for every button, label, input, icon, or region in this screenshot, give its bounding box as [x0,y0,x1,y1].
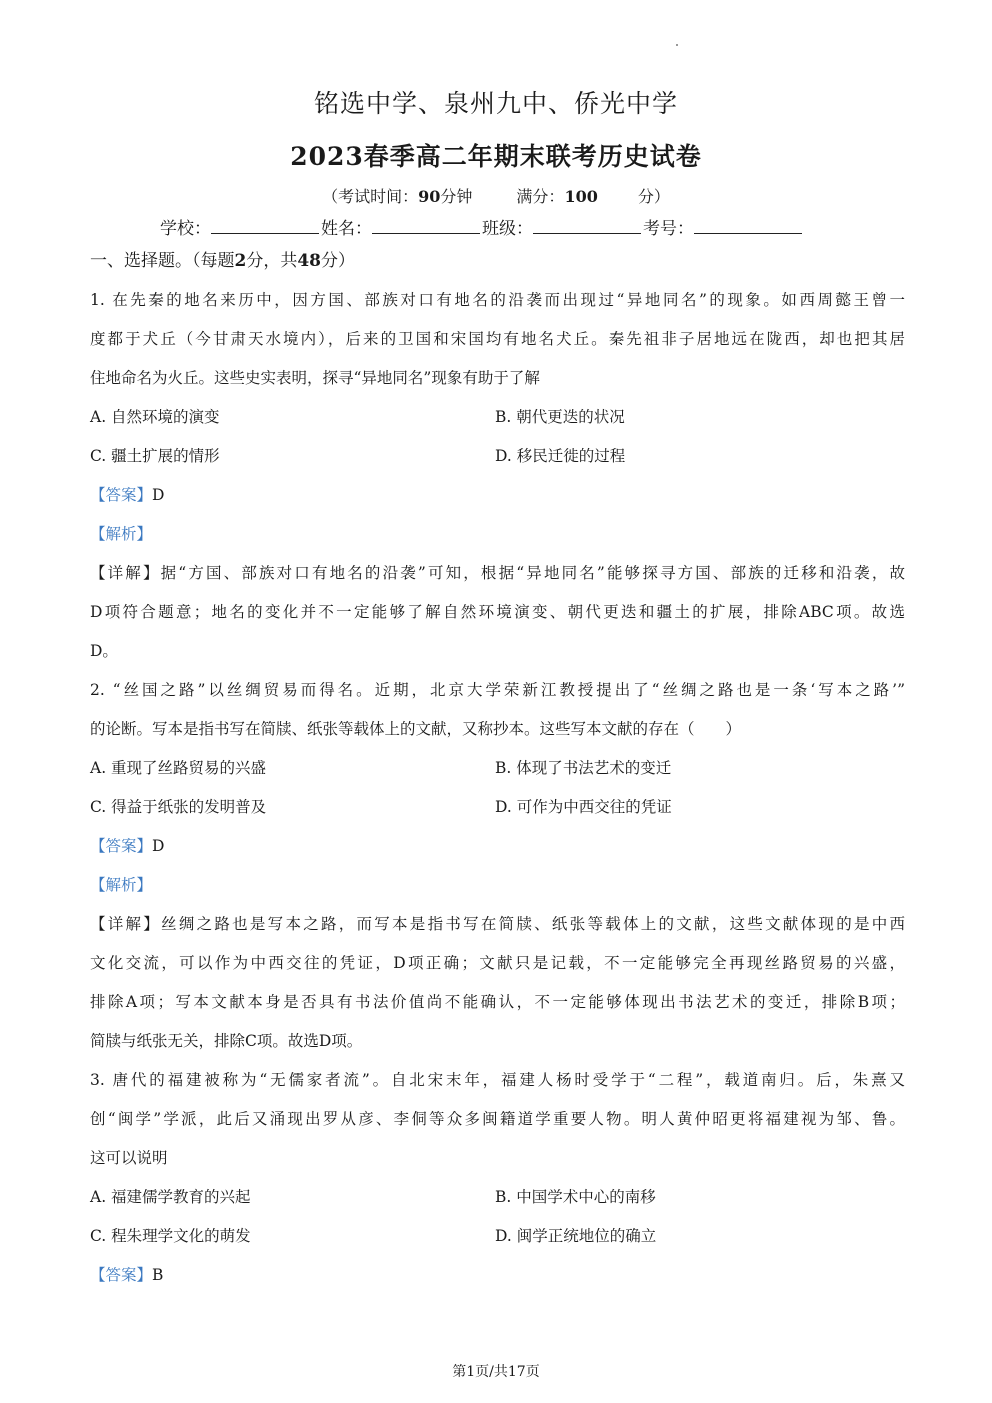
answer-tag: 【答案】 [90,837,153,855]
option-a: A. 福建儒学教育的兴起 [90,1188,251,1206]
detail-line: 排除A项；写本文献本身是否具有书法价值尚不能确认，不一定能够体现出书法艺术的变迁，排除B项； [90,993,905,1011]
time-unit: 分钟 [440,187,473,206]
detail-line: D项符合题意；地名的变化并不一定能够了解自然环境演变、朝代更迭和疆土的扩展，排除ABC项。故选 [90,603,905,621]
answer-tag: 【答案】 [90,1266,153,1284]
detail-line [90,554,905,593]
score-unit: 分） [637,187,670,206]
question-3 [90,1061,905,1295]
option-row [90,1217,905,1256]
question-2 [90,671,905,1061]
option-c: C. 疆土扩展的情形 [90,447,220,465]
option-row [90,437,905,476]
class-field-label: 班级： [482,219,533,239]
questions [90,281,905,1295]
question-1 [90,281,905,671]
exam-info [0,184,992,207]
option-a: A. 自然环境的演变 [90,408,220,426]
id-field-label: 考号： [643,219,694,239]
question-stem-line: 1. 在先秦的地名来历中，因方国、部族对口有地名的沿袭而出现过“异地同名”的现象。如西周懿王曾一 [90,291,905,309]
score-label: 满分： [516,187,565,206]
option-b: B. 朝代更迭的状况 [495,408,625,426]
speck [676,44,678,46]
option-b: B. 体现了书法艺术的变迁 [495,759,672,777]
analysis-tag: 【解析】 [90,525,153,543]
exam-title: 2023春季高二年期末联考历史试卷 [290,142,702,171]
option-row [90,1178,905,1217]
option-a: A. 重现了丝路贸易的兴盛 [90,759,267,777]
option-row [90,398,905,437]
section-title [90,246,355,271]
detail-tag: 【详解】 [90,564,161,582]
score-value: 100 [564,187,598,206]
option-c: C. 得益于纸张的发明普及 [90,798,267,816]
option-d: D. 可作为中西交往的凭证 [495,798,672,816]
analysis-line [90,515,905,554]
question-stem-line: 创“闽学”学派，此后又涌现出罗从彦、李侗等众多闽籍道学重要人物。明人黄仲昭更将福建视为邹、鲁。 [90,1110,905,1128]
option-d: D. 移民迁徙的过程 [495,447,626,465]
school-names: 铭选中学、泉州九中、侨光中学 [313,89,678,118]
option-c: C. 程朱理学文化的萌发 [90,1227,251,1245]
analysis-line [90,866,905,905]
id-field-blank[interactable] [694,217,802,234]
question-stem-line: 这可以说明 [90,1149,168,1167]
section-points: 2 [234,251,247,271]
option-row [90,749,905,788]
detail-text: 丝绸之路也是写本之路，而写本是指书写在简牍、纸张等载体上的文献，这些文献体现的是中西 [161,915,905,933]
detail-line: D。 [90,642,118,660]
question-stem-line: 的论断。写本是指书写在简牍、纸张等载体上的文献，又称抄本。这些写本文献的存在（ ） [90,720,742,738]
student-info-fields [160,214,804,239]
detail-tag: 【详解】 [90,915,162,933]
class-field-blank[interactable] [533,217,641,234]
answer-tag: 【答案】 [90,486,153,504]
answer-line [90,827,905,866]
detail-line [90,905,905,944]
option-b: B. 中国学术中心的南移 [495,1188,656,1206]
answer-value: B [152,1266,164,1284]
answer-line [90,1256,905,1295]
answer-value: D [152,837,165,855]
option-row [90,788,905,827]
answer-line [90,476,905,515]
school-field-blank[interactable] [211,217,319,234]
question-stem-line: 2. “丝国之路”以丝绸贸易而得名。近期，北京大学荣新江教授提出了“丝绸之路也是一条‘写本之路’” [90,681,905,699]
time-value: 90 [418,187,441,206]
section-title-suffix: 分） [321,251,356,271]
detail-text: 据“方国、部族对口有地名的沿袭”可知，根据“异地同名”能够探寻方国、部族的迁移和沿袭，故 [160,564,905,582]
question-stem-line: 度都于犬丘（今甘肃天水境内），后来的卫国和宋国均有地名犬丘。秦先祖非子居地远在陇西，却也把其居 [90,330,905,348]
name-field-blank[interactable] [372,217,480,234]
name-field-label: 姓名： [321,219,372,239]
detail-line: 简牍与纸张无关，排除C项。故选D项。 [90,1032,363,1050]
question-stem-line: 住地命名为火丘。这些史实表明，探寻“异地同名”现象有助于了解 [90,369,540,387]
detail-line: 文化交流，可以作为中西交往的凭证，D项正确；文献只是记载，不一定能够完全再现丝路贸易的兴盛， [90,954,905,972]
school-field-label: 学校： [160,219,211,239]
section-title-prefix: 一、选择题。（每题 [90,251,235,271]
question-stem-line: 3. 唐代的福建被称为“无儒家者流”。自北宋末年，福建人杨时受学于“二程”，载道南归。后，朱熹又 [90,1071,905,1089]
answer-value: D [152,486,165,504]
section-total: 48 [297,251,322,271]
page-number: 第1页/共17页 [452,1364,540,1380]
analysis-tag: 【解析】 [90,876,153,894]
time-label: （考试时间： [322,187,419,206]
section-title-mid: 分，共 [246,251,298,271]
option-d: D. 闽学正统地位的确立 [495,1227,657,1245]
